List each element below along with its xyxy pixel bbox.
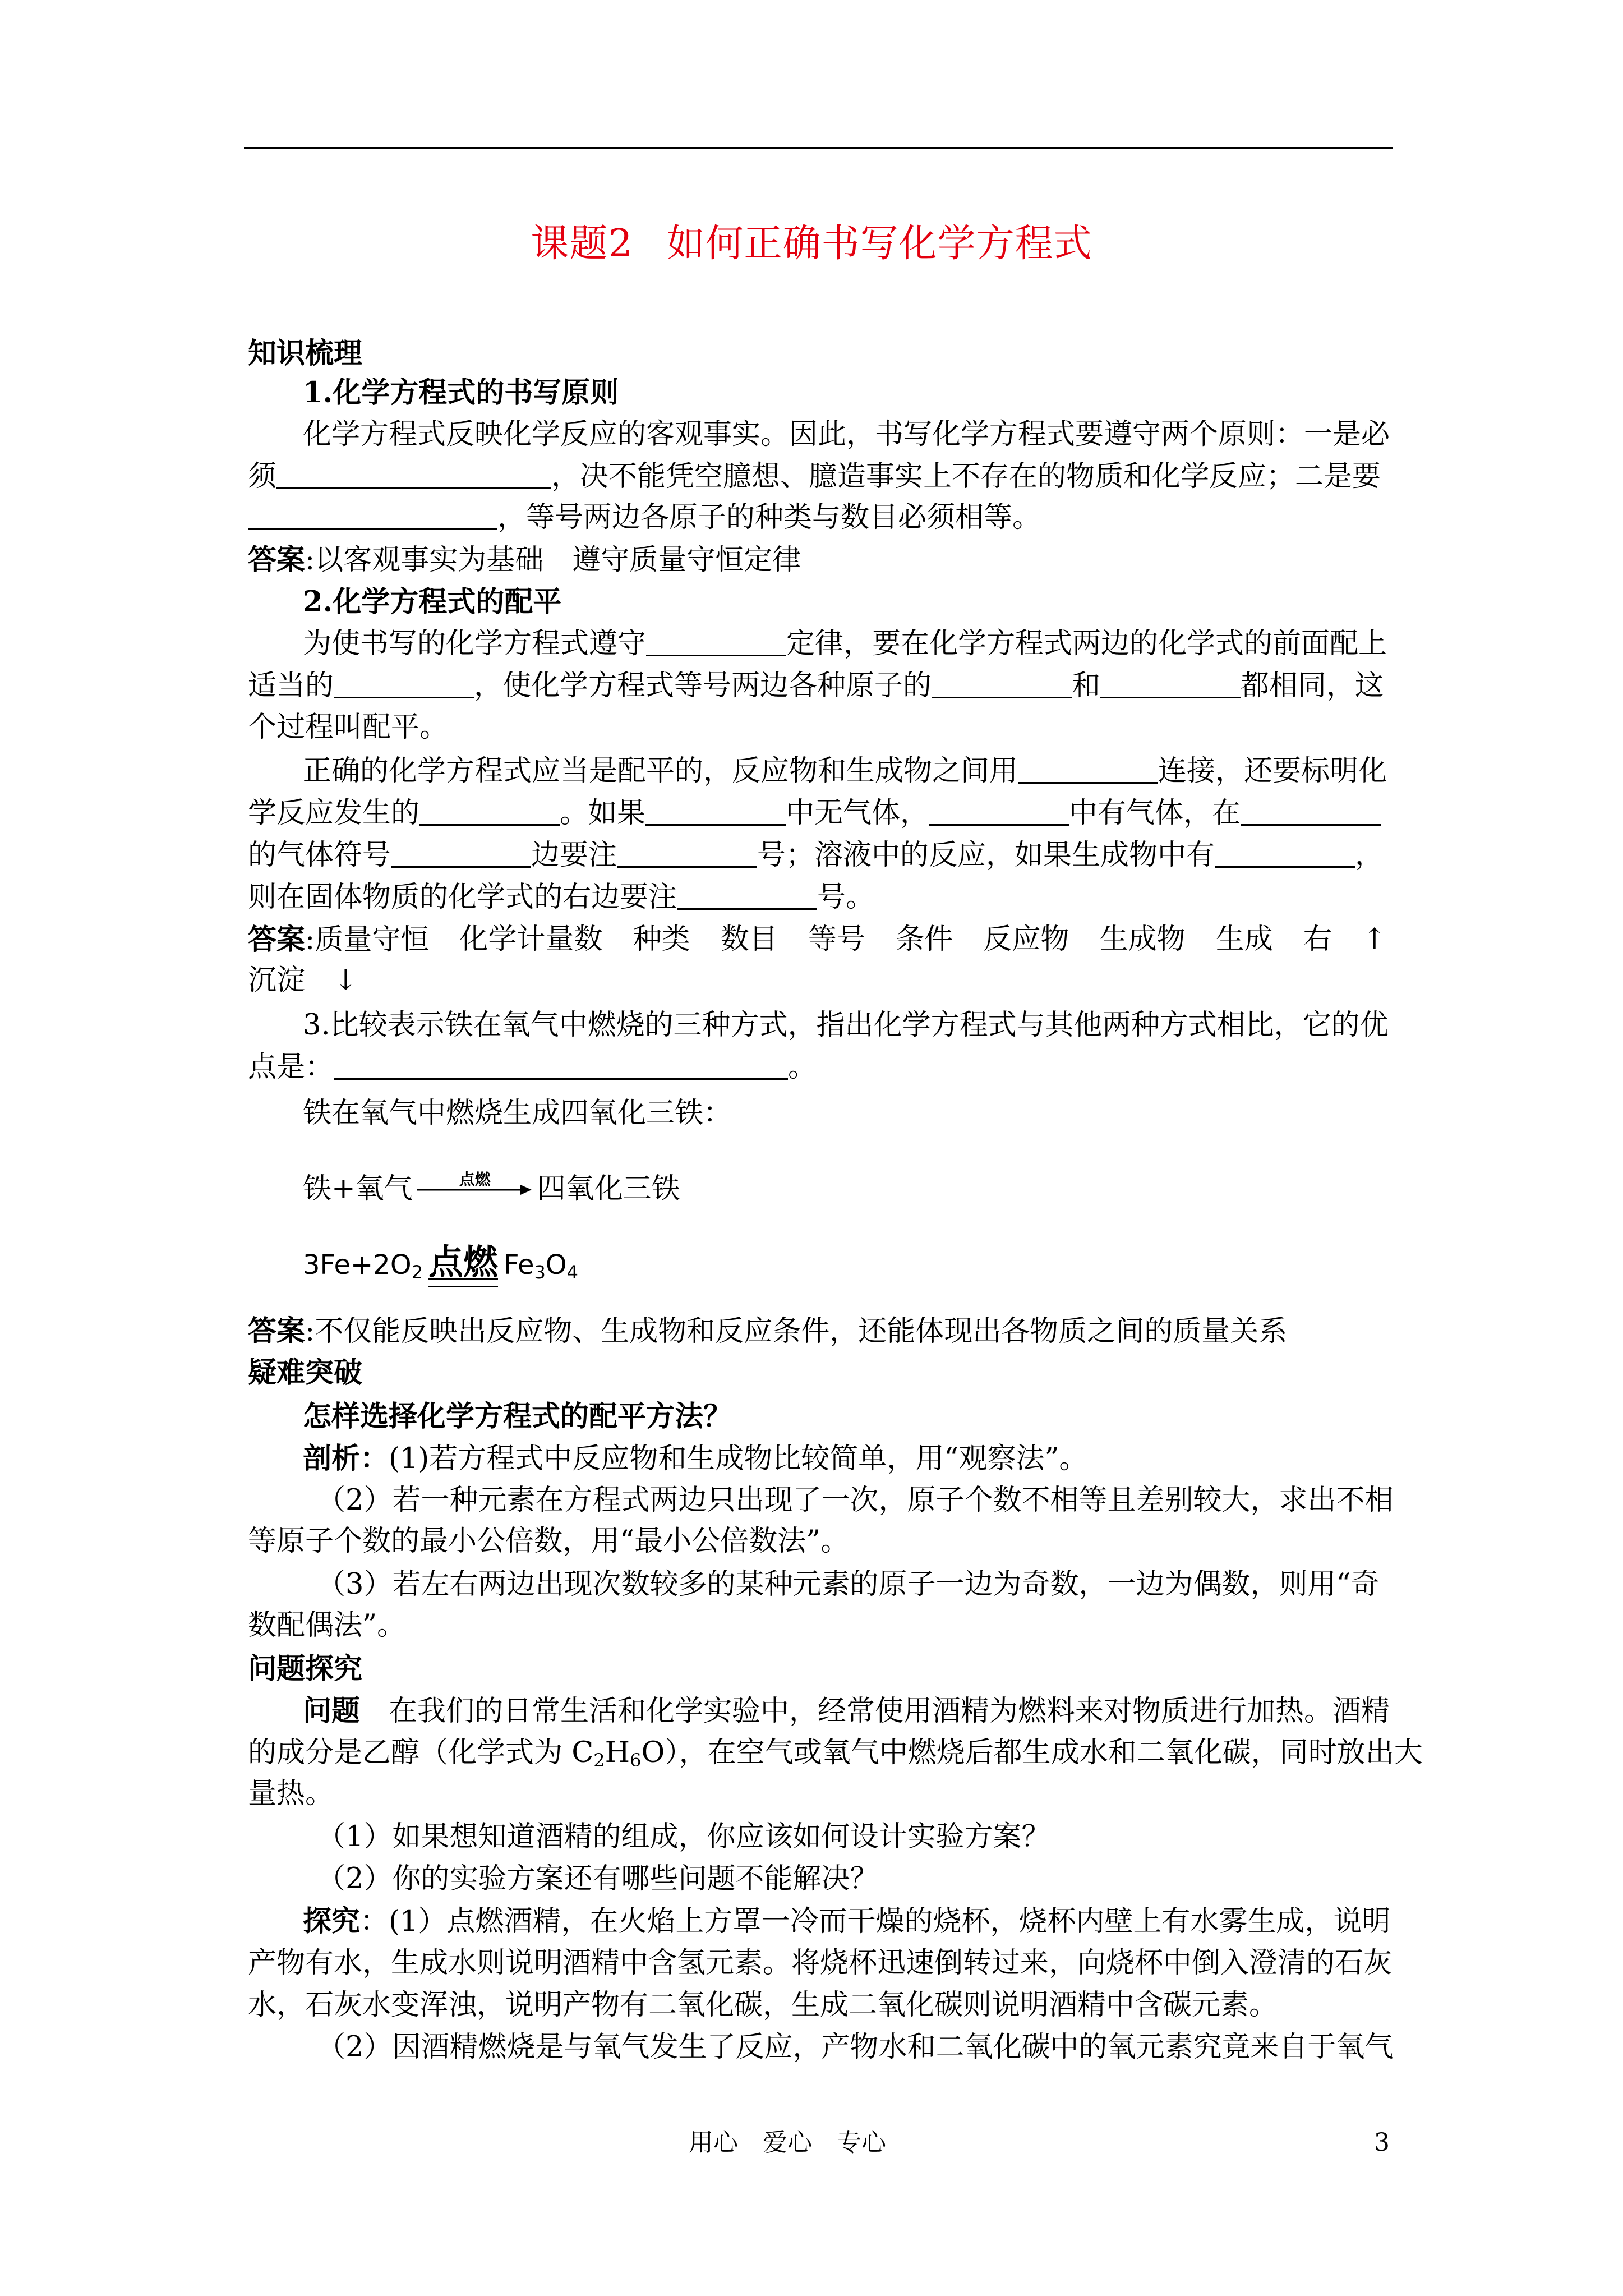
paragraph-line: 铁在氧气中燃烧生成四氧化三铁： bbox=[303, 1097, 732, 1130]
section-heading-knowledge: 知识梳理 bbox=[248, 337, 363, 370]
problem-label: 问题 bbox=[303, 1694, 361, 1728]
reaction-arrow bbox=[416, 1170, 534, 1204]
fill-blank bbox=[1241, 796, 1381, 826]
fill-blank bbox=[929, 796, 1069, 826]
inquiry-label: 探究 bbox=[303, 1904, 361, 1938]
answer-item: 种类 bbox=[633, 923, 690, 956]
fill-blank bbox=[276, 459, 551, 489]
fill-blank bbox=[334, 669, 474, 698]
answer-text: :不仅能反映出反应物、生成物和反应条件，还能体现出各物质之间的质量关系 bbox=[305, 1315, 1288, 1348]
paragraph-line: 学反应发生的 。如果 中无气体， 中有气体，在 bbox=[248, 794, 1398, 833]
inquiry-line: （2）因酒精燃烧是与氧气发生了反应，产物水和二氧化碳中的氧元素究竟来自于氧气 bbox=[317, 2031, 1394, 2064]
fill-blank bbox=[334, 1050, 788, 1080]
header-rule bbox=[244, 147, 1393, 149]
heading-balancing: 2.化学方程式的配平 bbox=[303, 585, 562, 619]
answer-item: 条件 bbox=[896, 923, 953, 956]
fill-blank bbox=[419, 796, 560, 826]
fill-blank bbox=[646, 627, 786, 656]
chemical-equation: $3Fe+2O_2$ 点燃 $Fe_3O_4$ bbox=[303, 1243, 1453, 1292]
answer-label: 答案 bbox=[248, 543, 306, 577]
paragraph-line: 则在固体物质的化学式的右边要注 号。 bbox=[248, 881, 875, 914]
fill-blank bbox=[677, 880, 817, 910]
paragraph-line: 化学方程式反映化学反应的客观事实。因此，书写化学方程式要遵守两个原则：一是必 bbox=[303, 418, 1390, 451]
fill-blank bbox=[932, 669, 1072, 698]
analysis-line: （2）若一种元素在方程式两边只出现了一次，原子个数不相等且差别较大，求出不相 bbox=[317, 1484, 1394, 1517]
fill-blank bbox=[391, 838, 531, 868]
answer-text: :以客观事实为基础 遵守质量守恒定律 bbox=[305, 544, 801, 577]
fill-blank bbox=[1215, 838, 1355, 868]
problem-line: 问题 在我们的日常生活和化学实验中，经常使用酒精为燃料来对物质进行加热。酒精 bbox=[303, 1694, 1390, 1728]
title-text: 如何正确书写化学方程式 bbox=[666, 222, 1092, 266]
difficulty-question: 怎样选择化学方程式的配平方法？ bbox=[303, 1400, 732, 1433]
answer-line bbox=[248, 540, 1398, 580]
problem-question: （2）你的实验方案还有哪些问题不能解决？ bbox=[317, 1862, 879, 1895]
analysis-line: （3）若左右两边出现次数较多的某种元素的原子一边为奇数，一边为偶数，则用“奇 bbox=[317, 1568, 1380, 1601]
title-number: 课题2 bbox=[531, 222, 633, 266]
analysis-line: 剖析：(1)若方程式中反应物和生成物比较简单，用“观察法”。 bbox=[303, 1442, 1088, 1475]
analysis-line: 等原子个数的最小公倍数，用“最小公倍数法”。 bbox=[248, 1525, 850, 1558]
answer-label: 答案 bbox=[248, 923, 306, 956]
inquiry-line: 探究：(1）点燃酒精，在火焰上方罩一冷而干燥的烧杯，烧杯内壁上有水雾生成，说明 bbox=[303, 1904, 1391, 1938]
answer-item: 生成 bbox=[1215, 923, 1273, 956]
answer-label: 答案 bbox=[248, 1314, 306, 1348]
fill-blank bbox=[248, 500, 497, 530]
arrow-condition: 点燃 bbox=[459, 1170, 491, 1189]
paragraph-line: ，等号两边各原子的种类与数目必须相等。 bbox=[248, 498, 1398, 537]
problem-line: 量热。 bbox=[248, 1777, 334, 1810]
paragraph-line: 须 ，决不能凭空臆想、臆造事实上不存在的物质和化学反应；二是要 bbox=[248, 460, 1381, 493]
arrow-icon bbox=[416, 1181, 534, 1198]
footer-motto: 用心 爱心 专心 bbox=[689, 2128, 886, 2157]
inquiry-line: 产物有水，生成水则说明酒精中含氢元素。将烧杯迅速倒转过来，向烧杯中倒入澄清的石灰 bbox=[248, 1947, 1393, 1980]
paragraph-line: 个过程叫配平。 bbox=[248, 711, 449, 744]
reaction-condition: 点燃 bbox=[428, 1243, 498, 1282]
fill-blank bbox=[645, 796, 786, 826]
answer-item: 化学计量数 bbox=[459, 923, 603, 956]
answer-item: 右 bbox=[1303, 923, 1332, 956]
paragraph-line: 适当的 ，使化学方程式等号两边各种原子的 和 都相同，这 bbox=[248, 669, 1384, 702]
section-heading-difficult: 疑难突破 bbox=[248, 1356, 363, 1389]
answer-line bbox=[248, 1312, 1398, 1351]
paragraph-line: 正确的化学方程式应当是配平的，反应物和生成物之间用 连接，还要标明化 bbox=[303, 754, 1387, 788]
page-title bbox=[0, 219, 1623, 269]
answer-item: 生成物 bbox=[1099, 923, 1186, 956]
page-number: 3 bbox=[1374, 2128, 1390, 2157]
paragraph-line: 点是： 。 bbox=[248, 1051, 817, 1084]
paragraph-line: 的气体符号 边要注 号；溶液中的反应，如果生成物中有 ， bbox=[248, 839, 1384, 872]
answer-line bbox=[248, 920, 1386, 960]
fill-blank bbox=[617, 838, 757, 868]
section-heading-inquiry: 问题探究 bbox=[248, 1652, 363, 1686]
answer-line: 沉淀 ↓ bbox=[248, 964, 358, 997]
analysis-line: 数配偶法”。 bbox=[248, 1609, 406, 1642]
answer-item: 数目 bbox=[720, 923, 778, 956]
inquiry-line: 水，石灰水变浑浊，说明产物有二氧化碳，生成二氧化碳则说明酒精中含碳元素。 bbox=[248, 1989, 1278, 2022]
problem-question: （1）如果想知道酒精的组成，你应该如何设计实验方案？ bbox=[317, 1820, 1050, 1853]
fill-blank bbox=[1018, 754, 1158, 784]
answer-item: :质量守恒 bbox=[305, 923, 430, 956]
fill-blank bbox=[1100, 669, 1241, 698]
answer-item: 反应物 bbox=[983, 923, 1069, 956]
word-equation: 铁+氧气 点燃 四氧化三铁 bbox=[303, 1170, 1453, 1209]
paragraph-line: 3.比较表示铁在氧气中燃烧的三种方式，指出化学方程式与其他两种方式相比，它的优 bbox=[303, 1009, 1389, 1042]
problem-line: 的成分是乙醇（化学式为 $C_2H_6O$），在空气或氧气中燃烧后都生成水和二氧化碳，同时放出大 bbox=[248, 1736, 1423, 1771]
analysis-label: 剖析： bbox=[303, 1442, 389, 1475]
answer-item: 等号 bbox=[808, 923, 866, 956]
heading-writing-principles: 1.化学方程式的书写原则 bbox=[303, 376, 619, 409]
answer-item: ↑ bbox=[1362, 923, 1386, 956]
paragraph-line: 为使书写的化学方程式遵守 定律，要在化学方程式两边的化学式的前面配上 bbox=[303, 627, 1387, 660]
